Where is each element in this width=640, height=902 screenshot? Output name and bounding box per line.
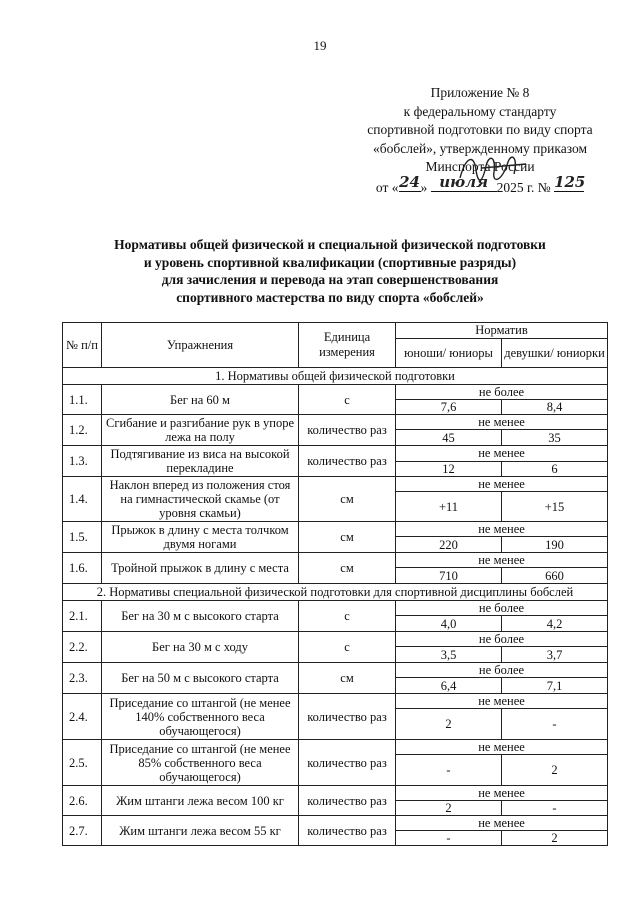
value-boys: 2 bbox=[396, 709, 502, 740]
appendix-line: «бобслей», утвержденному приказом bbox=[372, 140, 587, 156]
value-boys: 45 bbox=[396, 430, 502, 446]
table-row bbox=[63, 740, 608, 755]
value-boys: 4,0 bbox=[396, 616, 502, 632]
row-exercise: Жим штанги лежа весом 100 кг bbox=[102, 786, 299, 816]
value-girls: 8,4 bbox=[502, 400, 608, 415]
table-row bbox=[63, 786, 608, 801]
table-row bbox=[63, 601, 608, 616]
row-number: 2.4. bbox=[63, 694, 102, 740]
row-qualifier: не более bbox=[396, 601, 608, 616]
row-number: 1.5. bbox=[63, 522, 102, 553]
row-number: 1.3. bbox=[63, 446, 102, 477]
value-girls: 2 bbox=[502, 831, 608, 846]
row-unit: см bbox=[299, 522, 396, 553]
value-girls: 3,7 bbox=[502, 647, 608, 663]
value-boys: - bbox=[396, 755, 502, 786]
row-number: 2.2. bbox=[63, 632, 102, 663]
value-boys: 710 bbox=[396, 568, 502, 584]
row-qualifier: не менее bbox=[396, 415, 608, 430]
table-row bbox=[63, 385, 608, 400]
value-boys: 3,5 bbox=[396, 647, 502, 663]
value-boys: 2 bbox=[396, 801, 502, 816]
row-number: 1.2. bbox=[63, 415, 102, 446]
row-unit: с bbox=[299, 632, 396, 663]
value-girls: 190 bbox=[502, 537, 608, 553]
date-day-field bbox=[399, 173, 421, 192]
appendix-line: к федеральному стандарту bbox=[403, 103, 557, 119]
section-header: 2. Нормативы специальной физической подготовки для спортивной дисциплины бобслей bbox=[63, 584, 608, 601]
row-unit: с bbox=[299, 385, 396, 415]
row-exercise: Подтягивание из виса на высокой перекладине bbox=[102, 446, 299, 477]
row-number: 2.7. bbox=[63, 816, 102, 846]
value-girls: 35 bbox=[502, 430, 608, 446]
row-exercise: Бег на 30 м с высокого старта bbox=[102, 601, 299, 632]
row-exercise: Сгибание и разгибание рук в упоре лежа на полу bbox=[102, 415, 299, 446]
value-boys: 12 bbox=[396, 461, 502, 477]
row-number: 2.6. bbox=[63, 786, 102, 816]
section-header: 1. Нормативы общей физической подготовки bbox=[63, 368, 608, 385]
table-row bbox=[63, 415, 608, 430]
page-number: 19 bbox=[313, 38, 327, 53]
handwritten-day: 24 bbox=[399, 173, 420, 191]
row-qualifier: не менее bbox=[396, 522, 608, 537]
row-exercise: Бег на 30 м с ходу bbox=[102, 632, 299, 663]
value-girls: - bbox=[502, 801, 608, 816]
appendix-title: Приложение № 8 bbox=[430, 85, 530, 100]
row-exercise: Прыжок в длину с места толчком двумя ногами bbox=[102, 522, 299, 553]
value-boys: 6,4 bbox=[396, 678, 502, 694]
table-row bbox=[63, 446, 608, 462]
row-exercise: Бег на 50 м с высокого старта bbox=[102, 663, 299, 694]
row-unit: количество раз bbox=[299, 816, 396, 846]
header-exercise: Упражнения bbox=[102, 323, 299, 368]
row-qualifier: не менее bbox=[396, 553, 608, 568]
row-number: 2.5. bbox=[63, 740, 102, 786]
row-unit: количество раз bbox=[299, 694, 396, 740]
header-num: № п/п bbox=[63, 323, 102, 368]
value-girls: 660 bbox=[502, 568, 608, 584]
row-unit: количество раз bbox=[299, 415, 396, 446]
standards-table bbox=[62, 322, 608, 846]
value-girls: - bbox=[502, 709, 608, 740]
row-unit: см bbox=[299, 663, 396, 694]
handwritten-month: июля bbox=[439, 173, 489, 191]
value-girls: 6 bbox=[502, 461, 608, 477]
row-unit: количество раз bbox=[299, 786, 396, 816]
row-qualifier: не менее bbox=[396, 816, 608, 831]
row-exercise: Тройной прыжок в длину с места bbox=[102, 553, 299, 584]
row-number: 1.4. bbox=[63, 477, 102, 522]
row-exercise: Приседание со штангой (не менее 85% собственного веса обучающегося) bbox=[102, 740, 299, 786]
table-header-row bbox=[63, 323, 608, 339]
order-number-field bbox=[554, 173, 586, 192]
table-row bbox=[63, 632, 608, 647]
header-norm: Норматив bbox=[396, 323, 608, 339]
value-boys: 220 bbox=[396, 537, 502, 553]
row-number: 2.3. bbox=[63, 663, 102, 694]
row-unit: см bbox=[299, 553, 396, 584]
row-qualifier: не более bbox=[396, 385, 608, 400]
signature-icon bbox=[452, 148, 542, 190]
table-row bbox=[63, 477, 608, 492]
table-row bbox=[63, 694, 608, 709]
value-girls: 7,1 bbox=[502, 678, 608, 694]
value-boys: +11 bbox=[396, 492, 502, 522]
row-exercise: Жим штанги лежа весом 55 кг bbox=[102, 816, 299, 846]
row-qualifier: не более bbox=[396, 663, 608, 678]
row-unit: см bbox=[299, 477, 396, 522]
row-qualifier: не менее bbox=[396, 694, 608, 709]
table-row bbox=[63, 553, 608, 568]
table-row bbox=[63, 816, 608, 831]
header-unit: Единица измерения bbox=[299, 323, 396, 368]
document-title: Нормативы общей физической и специальной физической подготовки и уровень спортивной квалификации (спортивные разряды) для зачисления и перевода на этап совершенствования спортивного мастерства по виду спорта «бобслей» bbox=[114, 237, 546, 305]
appendix-line: Минспорта России bbox=[425, 159, 535, 174]
value-girls: 4,2 bbox=[502, 616, 608, 632]
row-qualifier: не менее bbox=[396, 786, 608, 801]
row-qualifier: не менее bbox=[396, 477, 608, 492]
row-unit: количество раз bbox=[299, 740, 396, 786]
handwritten-number: 125 bbox=[554, 173, 586, 191]
order-date-line: от « 24 » июля 2025 г. № 125 bbox=[375, 173, 586, 195]
value-girls: 2 bbox=[502, 755, 608, 786]
row-exercise: Наклон вперед из положения стоя на гимнастической скамье (от уровня скамьи) bbox=[102, 477, 299, 522]
table-row bbox=[63, 522, 608, 537]
table-row bbox=[63, 663, 608, 678]
appendix-line: спортивной подготовки по виду спорта bbox=[367, 122, 593, 137]
row-exercise: Приседание со штангой (не менее 140% собственного веса обучающегося) bbox=[102, 694, 299, 740]
row-number: 2.1. bbox=[63, 601, 102, 632]
value-girls: +15 bbox=[502, 492, 608, 522]
row-qualifier: не менее bbox=[396, 740, 608, 755]
row-qualifier: не менее bbox=[396, 446, 608, 462]
value-boys: 7,6 bbox=[396, 400, 502, 415]
row-exercise: Бег на 60 м bbox=[102, 385, 299, 415]
header-boys: юноши/ юниоры bbox=[396, 339, 502, 368]
row-unit: количество раз bbox=[299, 446, 396, 477]
row-number: 1.6. bbox=[63, 553, 102, 584]
header-girls: девушки/ юниорки bbox=[502, 339, 608, 368]
row-qualifier: не более bbox=[396, 632, 608, 647]
row-unit: с bbox=[299, 601, 396, 632]
row-number: 1.1. bbox=[63, 385, 102, 415]
value-boys: - bbox=[396, 831, 502, 846]
